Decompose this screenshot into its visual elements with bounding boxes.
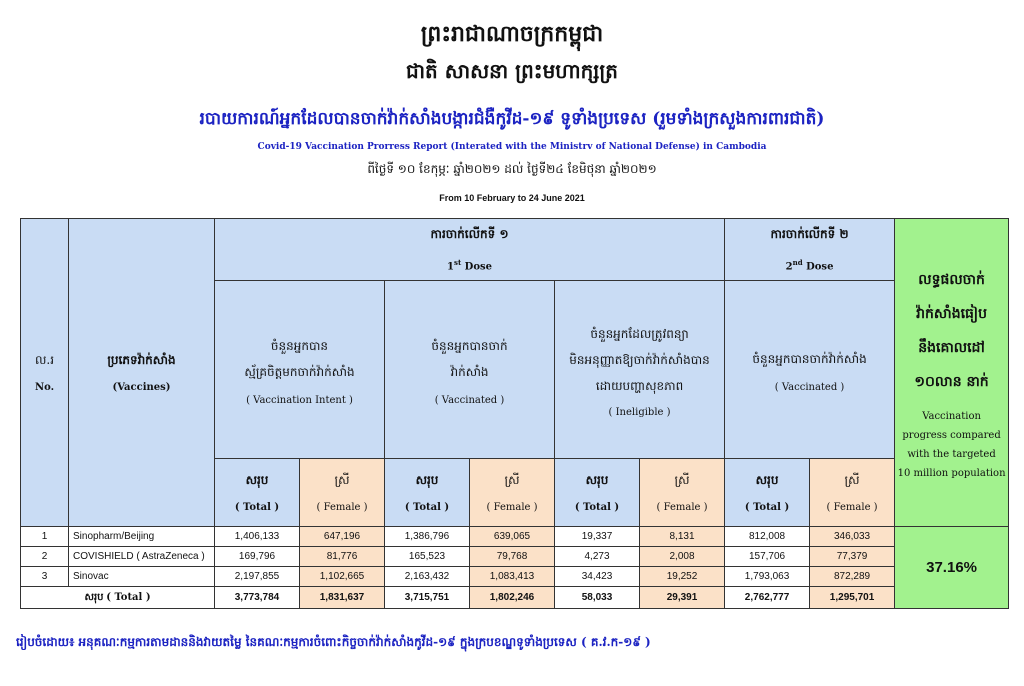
cell-vaccinated2-female: 346,033 — [810, 527, 895, 547]
total-row-label-en: ( Total ) — [106, 592, 151, 603]
cell-vaccinated1-female: 79,768 — [470, 547, 555, 567]
row-no: 1 — [21, 527, 69, 547]
table-row — [21, 547, 1009, 567]
total-col-header-km: សរុប — [245, 473, 269, 487]
row-vaccine-name: COVISHIELD ( AstraZeneca ) — [69, 547, 215, 567]
total-ineligible-female: 29,391 — [640, 587, 725, 609]
cell-intent-female: 647,196 — [300, 527, 385, 547]
total-col-header-km: សរុប — [585, 473, 609, 487]
national-motto: ជាតិ សាសនា ព្រះមហាក្សត្រ — [406, 59, 618, 83]
progress-header-en-3: with the targeted — [907, 448, 996, 460]
table-row — [21, 567, 1009, 587]
footer-prepared-by: រៀបចំដោយ៖ អនុគណៈកម្មការតាមដាននិងវាយតម្លៃ នៃគណៈកម្មការចំពោះកិច្ចចាក់វ៉ាក់សាំងកូវីដ-១៩ ក្នុងក្របខណ្ឌទូទាំងប្រទេស ( គ.វ.ក-១៩ ) — [16, 635, 651, 649]
intent-header — [215, 281, 385, 459]
progress-header-en-2: progress compared — [902, 429, 1001, 441]
cell-intent-female: 1,102,665 — [300, 567, 385, 587]
vaccinated2-header-en: ( Vaccinated ) — [774, 382, 845, 393]
female-col-header-en: ( Female ) — [486, 502, 538, 513]
progress-value: 37.16% — [895, 527, 1009, 609]
dose1-header — [215, 219, 725, 281]
cell-ineligible-total: 4,273 — [555, 547, 640, 567]
ineligible-header-km-3: ដោយបញ្ហាសុខភាព — [595, 379, 684, 393]
vaccinated1-header-km-2: វ៉ាក់សាំង — [450, 365, 489, 379]
vaccinated1-header — [385, 281, 555, 459]
cell-vaccinated1-female: 1,083,413 — [470, 567, 555, 587]
cell-intent-total: 1,406,133 — [215, 527, 300, 547]
vaccinated2-header — [725, 281, 895, 459]
dose2-header-km: ការចាក់លើកទី ២ — [770, 227, 849, 242]
total-intent-female: 1,831,637 — [300, 587, 385, 609]
progress-header-km-2: វ៉ាក់សាំងធៀប — [916, 305, 987, 322]
cell-ineligible-female: 8,131 — [640, 527, 725, 547]
female-col-header — [300, 459, 385, 527]
total-col-header-en: ( Total ) — [744, 502, 790, 513]
cell-vaccinated2-total: 1,793,063 — [725, 567, 810, 587]
vaccination-table — [20, 218, 1009, 609]
ineligible-header-km-1: ចំនួនអ្នកដែលត្រូវពន្យា — [590, 327, 689, 341]
cell-vaccinated1-total: 1,386,796 — [385, 527, 470, 547]
report-title-english: Covid-19 Vaccination Prorress Report (Interated with the Ministrv of National Defense) in Cambodia — [257, 142, 767, 152]
intent-header-en: ( Vaccination Intent ) — [246, 395, 353, 406]
intent-header-km-1: ចំនួនអ្នកបាន — [270, 339, 329, 353]
cell-vaccinated2-total: 812,008 — [725, 527, 810, 547]
row-no: 2 — [21, 547, 69, 567]
total-col-header — [215, 459, 300, 527]
dose1-header-km: ការចាក់លើកទី ១ — [430, 227, 509, 242]
total-col-header — [555, 459, 640, 527]
cell-ineligible-total: 19,337 — [555, 527, 640, 547]
total-row — [21, 587, 1009, 609]
cell-intent-total: 2,197,855 — [215, 567, 300, 587]
col-header-no — [21, 219, 69, 527]
total-vaccinated1-female: 1,802,246 — [470, 587, 555, 609]
female-col-header-km: ស្រី — [674, 473, 690, 487]
female-col-header-km: ស្រី — [334, 473, 350, 487]
intent-header-km-2: ស្ម័គ្រចិត្តមកចាក់វ៉ាក់សាំង — [244, 365, 355, 379]
ineligible-header — [555, 281, 725, 459]
row-vaccine-name: Sinopharm/Beijing — [69, 527, 215, 547]
col-header-vaccines — [69, 219, 215, 527]
female-col-header-en: ( Female ) — [656, 502, 708, 513]
female-col-header-km: ស្រី — [844, 473, 860, 487]
female-col-header-en: ( Female ) — [316, 502, 368, 513]
col-header-no-en: No. — [34, 382, 55, 393]
cell-vaccinated2-female: 872,289 — [810, 567, 895, 587]
cell-ineligible-female: 2,008 — [640, 547, 725, 567]
dose2-header — [725, 219, 895, 281]
total-row-label-km: សរុប — [84, 592, 104, 603]
cell-intent-female: 81,776 — [300, 547, 385, 567]
progress-header — [895, 219, 1009, 527]
progress-header-km-3: នឹងគោលដៅ — [918, 339, 985, 356]
total-ineligible-total: 58,033 — [555, 587, 640, 609]
kingdom-title: ព្រះរាជាណាចក្រកម្ពុជា — [420, 21, 604, 47]
vaccinated1-header-km-1: ចំនួនអ្នកបានចាក់ — [431, 339, 508, 353]
cell-vaccinated1-female: 639,065 — [470, 527, 555, 547]
col-header-no-km: ល.រ — [34, 353, 55, 367]
total-row-label — [21, 587, 215, 609]
progress-header-en-4: 10 million population — [897, 467, 1006, 479]
female-col-header — [810, 459, 895, 527]
ineligible-header-km-2: មិនអនុញ្ញាតឱ្យចាក់វ៉ាក់សាំងបាន — [569, 353, 710, 367]
total-col-header — [725, 459, 810, 527]
vaccinated2-header-km: ចំនួនអ្នកបានចាក់វ៉ាក់សាំង — [752, 352, 867, 366]
date-range-english: From 10 February to 24 June 2021 — [439, 193, 585, 203]
cell-ineligible-female: 19,252 — [640, 567, 725, 587]
cell-vaccinated1-total: 165,523 — [385, 547, 470, 567]
dose1-header-en: 1st Dose — [447, 258, 493, 273]
cell-intent-total: 169,796 — [215, 547, 300, 567]
table-row — [21, 527, 1009, 547]
progress-header-en-1: Vaccination — [922, 410, 981, 422]
col-header-vaccines-en: (Vaccines) — [112, 382, 171, 393]
vaccinated1-header-en: ( Vaccinated ) — [434, 395, 505, 406]
total-vaccinated2-total: 2,762,777 — [725, 587, 810, 609]
total-col-header-km: សរុប — [415, 473, 439, 487]
female-col-header — [470, 459, 555, 527]
total-vaccinated2-female: 1,295,701 — [810, 587, 895, 609]
progress-header-km-4: ១០លាន នាក់ — [914, 373, 989, 390]
female-col-header — [640, 459, 725, 527]
cell-vaccinated2-female: 77,379 — [810, 547, 895, 567]
cell-vaccinated2-total: 157,706 — [725, 547, 810, 567]
total-intent-total: 3,773,784 — [215, 587, 300, 609]
row-no: 3 — [21, 567, 69, 587]
total-col-header-en: ( Total ) — [574, 502, 620, 513]
progress-header-km-1: លទ្ធផលចាក់ — [918, 271, 985, 288]
total-col-header-km: សរុប — [755, 473, 779, 487]
total-vaccinated1-total: 3,715,751 — [385, 587, 470, 609]
cell-vaccinated1-total: 2,163,432 — [385, 567, 470, 587]
dose2-header-en: 2nd Dose — [785, 258, 834, 273]
total-col-header-en: ( Total ) — [404, 502, 450, 513]
female-col-header-en: ( Female ) — [826, 502, 878, 513]
total-col-header — [385, 459, 470, 527]
row-vaccine-name: Sinovac — [69, 567, 215, 587]
female-col-header-km: ស្រី — [504, 473, 520, 487]
date-range-khmer: ពីថ្ងៃទី ១០ ខែកុម្ភៈ ឆ្នាំ២០២១ ដល់ ថ្ងៃទី២៤ ខែមិថុនា ឆ្នាំ២០២១ — [367, 162, 657, 176]
col-header-vaccines-km: ប្រភេទវ៉ាក់សាំង — [107, 353, 176, 367]
ineligible-header-en: ( Ineligible ) — [608, 407, 671, 418]
cell-ineligible-total: 34,423 — [555, 567, 640, 587]
total-col-header-en: ( Total ) — [234, 502, 280, 513]
report-title-khmer: របាយការណ៍អ្នកដែលបានចាក់វ៉ាក់សាំងបង្ការជំងឺកូវីដ-១៩ ទូទាំងប្រទេស (រួមទាំងក្រសួងការពារជាតិ) — [199, 109, 825, 129]
